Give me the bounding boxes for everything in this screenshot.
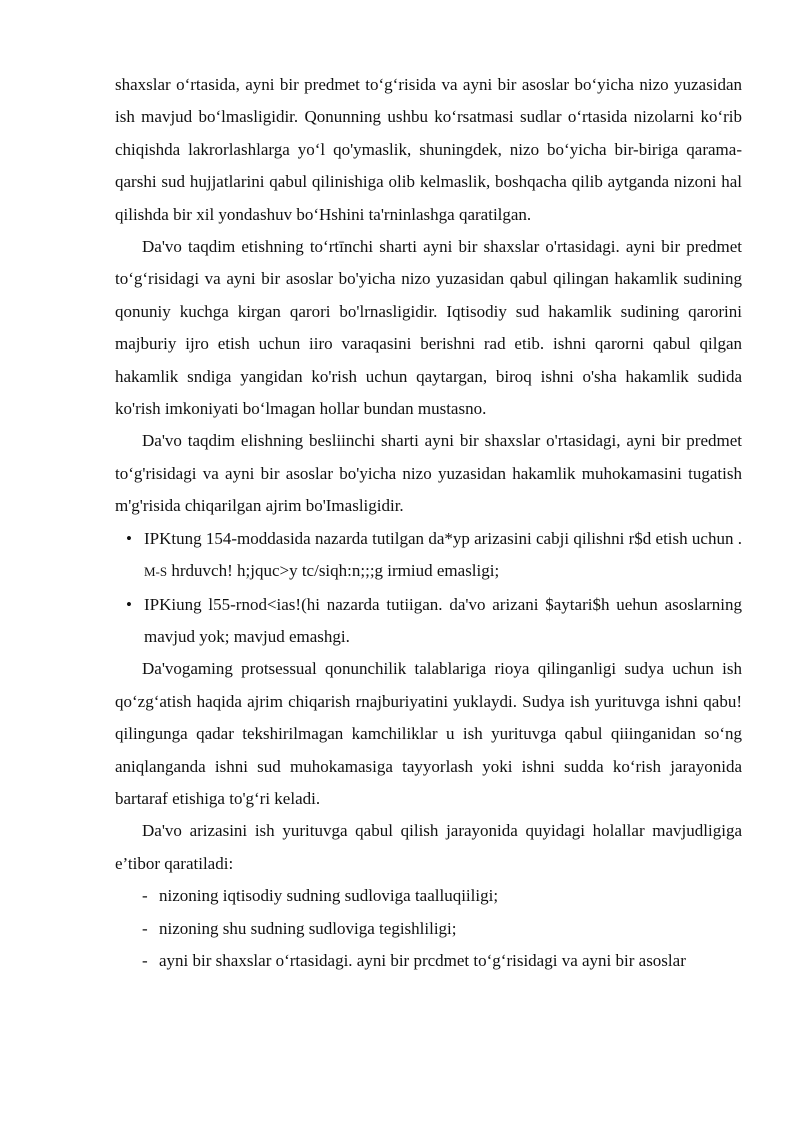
document-body <box>115 69 742 977</box>
dash-item-1-text: nizoning iqtisodiy sudning sudloviga taalluqiiligi; <box>159 886 499 906</box>
dash-icon: - <box>142 886 148 906</box>
dash-item-2-text: nizoning shu sudning sudloviga tegishliligi; <box>159 918 457 938</box>
bullet-item-2 <box>115 589 742 654</box>
paragraph-3: Da'vo taqdim elishning besliinchi sharti ayni bir shaxslar o'rtasidagi, ayni bir predmet to‘g'risidagi va ayni bir asoslar bo'yicha nizo yuzasidan hakamlik muhokamasini tugatish m'g'risida chiqarilgan ajrim bo'Imasligidir. <box>115 431 742 516</box>
bullet-item-1-text-a: IPKtung 154-moddasida nazarda tutilgan da*yp arizasini cabji qilishni r$d etish uchun . <box>144 528 742 548</box>
dash-item-3-text: ayni bir shaxslar o‘rtasidagi. ayni bir prcdmet to‘g‘risidagi va ayni bir asoslar <box>159 950 686 970</box>
dash-icon: - <box>142 918 148 938</box>
bullet-item-2-text: IPKiung l55-rnod<ias!(hi nazarda tutiigan. da'vo arizani $aytari$h uehun asoslarning mavjud yok; mavjud emashgi. <box>144 594 742 646</box>
bullet-item-1-small: M-S <box>144 564 168 580</box>
dash-icon: - <box>142 950 148 970</box>
bullet-item-1-text-b: hrduvch! h;jquc>y tc/siqh:n;;;g irmiud emasligi; <box>171 561 500 581</box>
dash-item-2 <box>142 913 742 945</box>
bullet-icon: • <box>126 528 132 548</box>
dash-item-1 <box>142 880 742 912</box>
paragraph-2: Da'vo taqdim etishning to‘rtīnchi sharti ayni bir shaxslar o'rtasidagi. ayni bir predmet to‘g‘risidagi va ayni bir asoslar bo'yicha nizo yuzasidan qabul qilingan hakamlik sudining qonuniy kuchga kirgan qarori bo'lrnasligidir. Iqtisodiy sud hakamlik sudining qarorini majburiy ijro etish uchun iiro varaqasini berishni rad etib. ishni qarorni qabul qilgan hakamlik sndiga yangidan ko'rish uchun qaytargan, biroq ishni o'sha hakamlik sudida ko'rish imkoniyati bo‘lmagan hollar bundan mustasno. <box>115 237 742 419</box>
bullet-item-1-text <box>144 523 742 589</box>
paragraph-1: shaxslar o‘rtasida, ayni bir predmet to‘g‘risida va ayni bir asoslar bo‘yicha nizo yuzasidan ish mavjud bo‘lmasligidir. Qonunning ushbu ko‘rsatmasi sudlar o‘rtasida nizolarni ko‘rib chiqishda lakrorlashlarga yo‘l qo'ymaslik, shuningdek, nizo bo‘yicha bir-biriga qarama-qarshi sud hujjatlarini qabul qilinishiga olib kelmaslik, boshqacha qilib aytganda nizoni hal qilishda bir xil yondashuv bo‘Hshini ta'rninlashga qaratilgan. <box>115 75 742 224</box>
paragraph-5: Da'vo arizasini ish yurituvga qabul qilish jarayonida quyidagi holallar mavjudligiga e’tibor qaratiladi: <box>115 821 742 873</box>
paragraph-4: Da'vogaming protsessual qonunchilik talablariga rioya qilinganligi sudya uchun ish qo‘zg‘atish haqida ajrim chiqarish rnajburiyatini yuklaydi. Sudya ish yurituvga ishni qabu! qilingunga qadar tekshirilmagan kamchiliklar u ish yurituvga qabul qiiinganidan so‘ng aniqlanganda ishni sud muhokamasiga tayyorlash yoki ishni sudda ko‘rish jarayonida bartaraf etishiga to'g‘ri keladi. <box>115 659 742 808</box>
bullet-icon: • <box>126 594 132 614</box>
dash-item-3 <box>142 945 742 977</box>
bullet-item-1 <box>115 523 742 589</box>
